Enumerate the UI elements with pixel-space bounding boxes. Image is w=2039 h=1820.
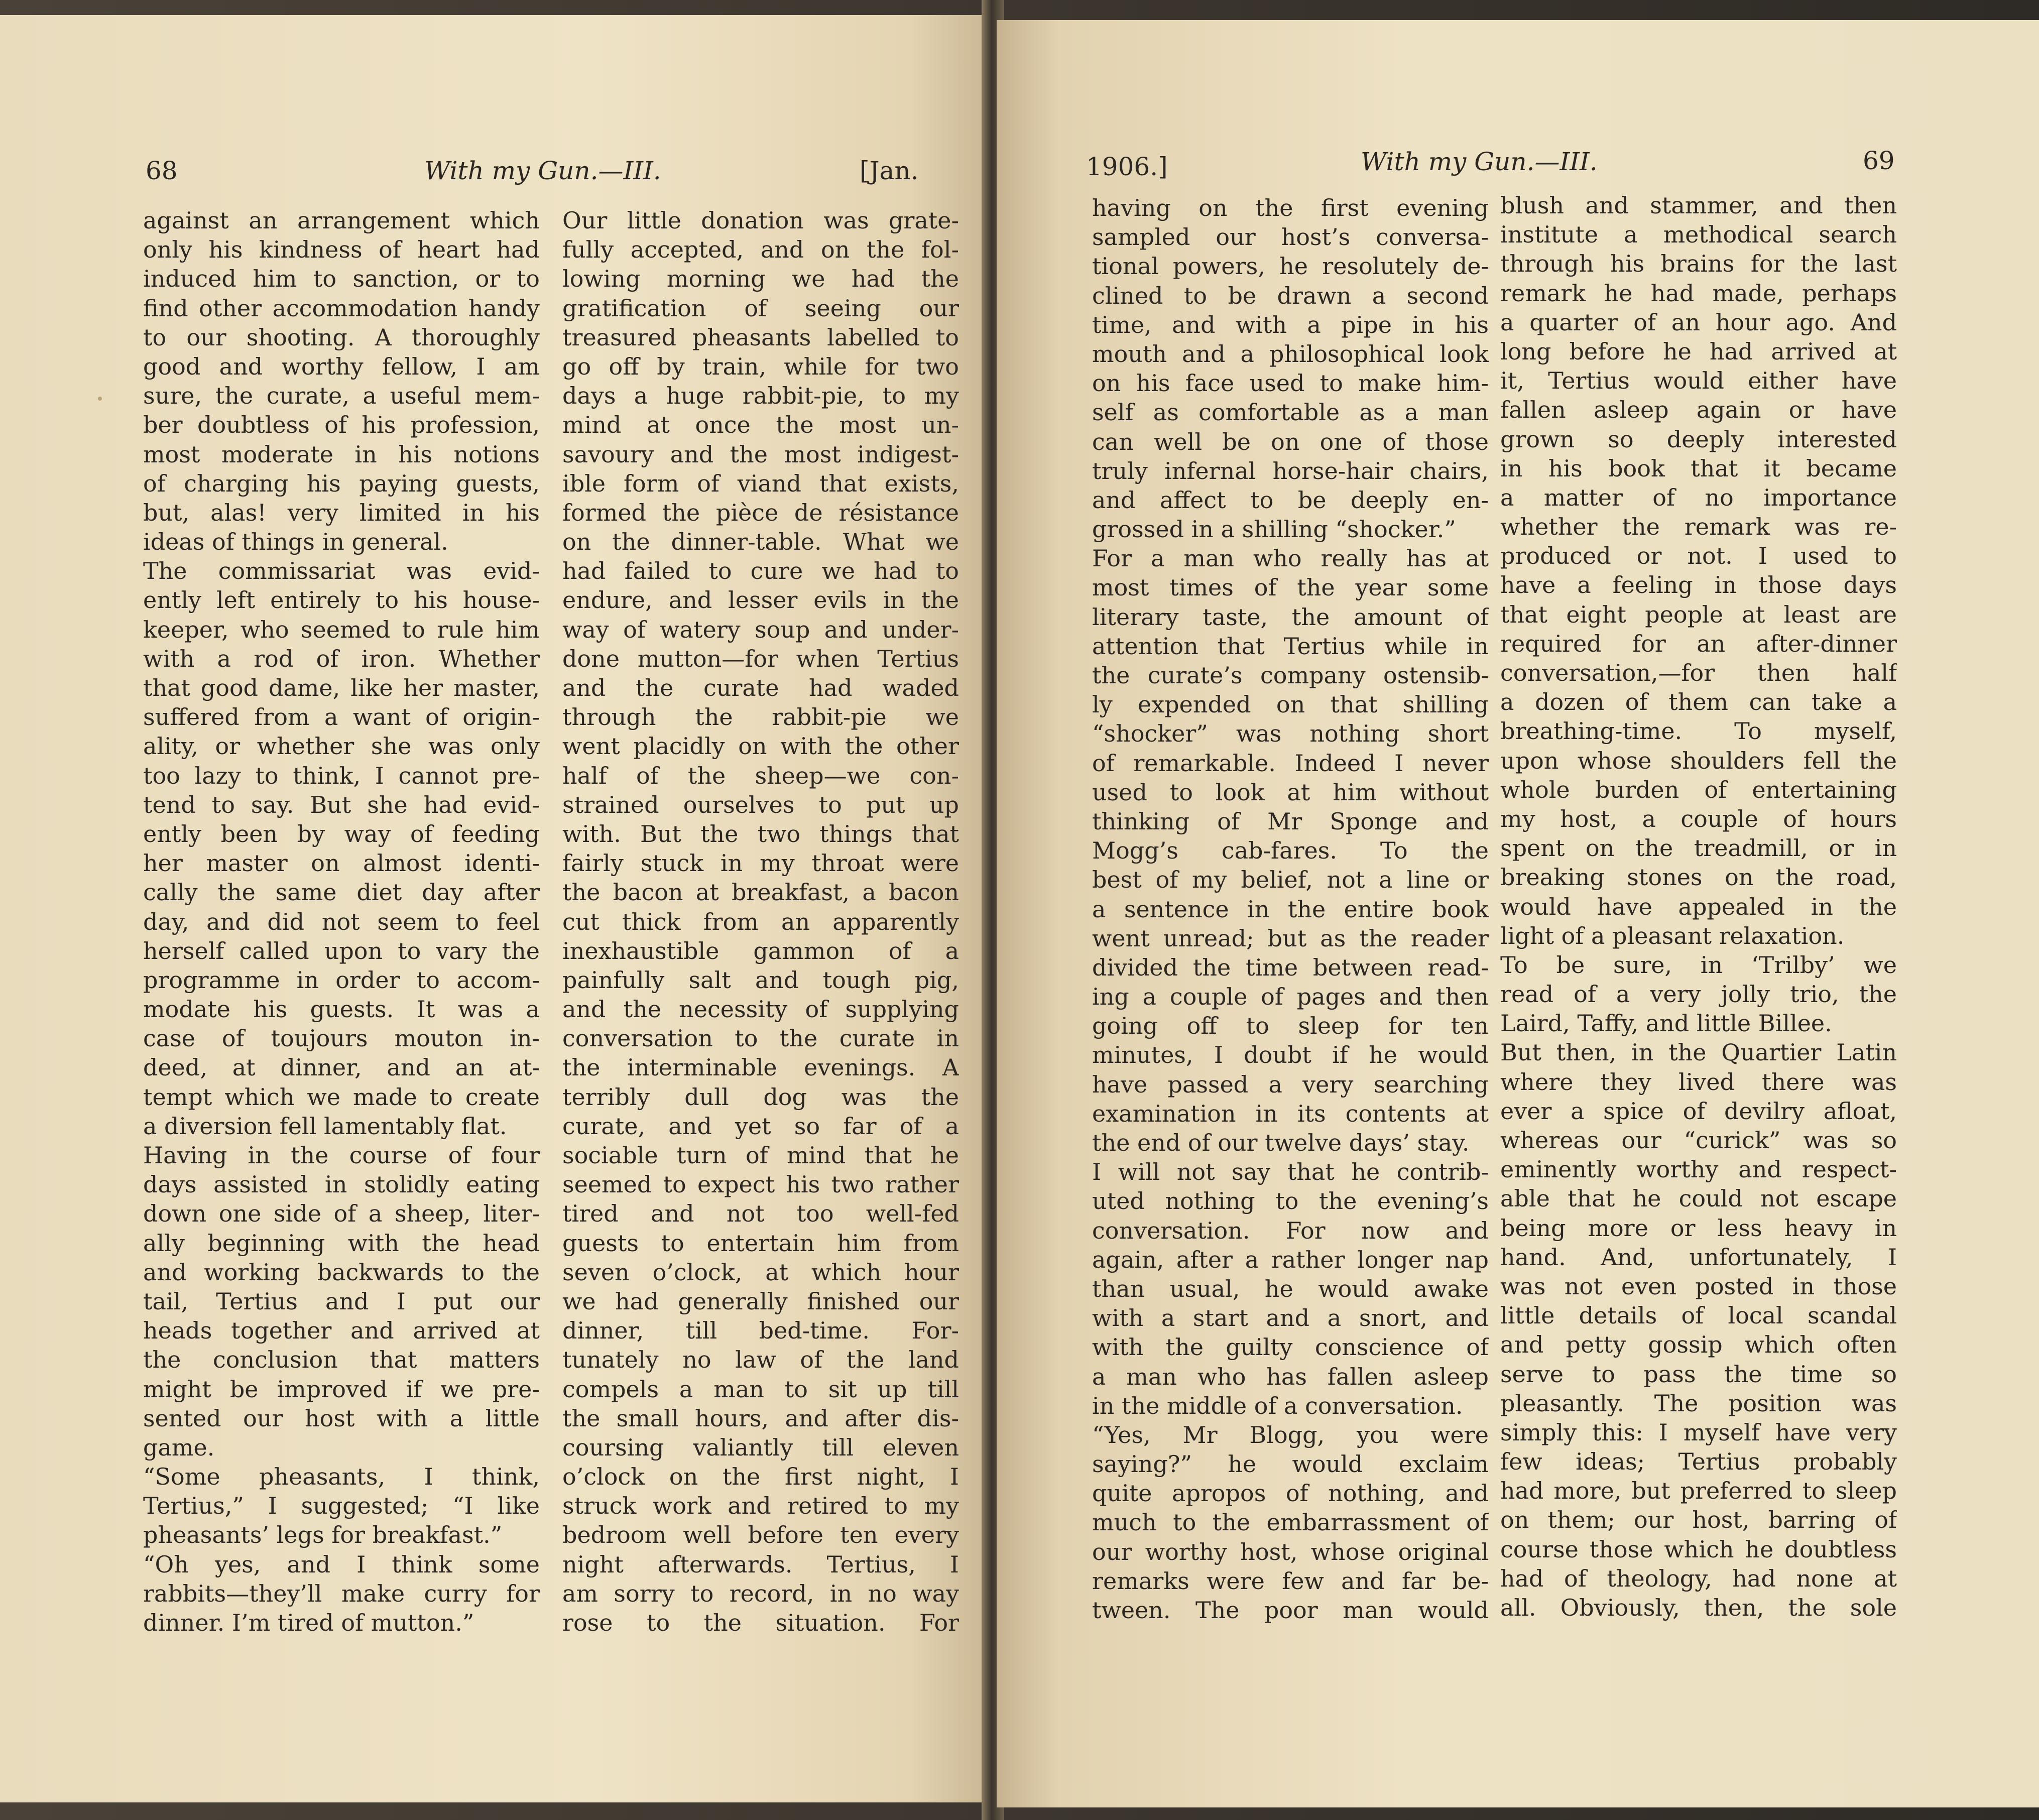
text-line: sampled our host’s conversa- [1092,223,1489,251]
text-line: a matter of no importance [1500,483,1897,511]
text-line: “Oh yes, and I think some [143,1550,540,1578]
text-line: in his book that it became [1500,454,1897,482]
text-line: done mutton—for when Tertius [562,645,959,672]
text-line: a man who has fallen asleep [1092,1363,1489,1390]
text-line: tend to say. But she had evid- [143,791,540,818]
text-line: game. [143,1433,215,1461]
text-line: eminently worthy and respect- [1500,1156,1897,1183]
text-line: read of a very jolly trio, the [1500,981,1897,1008]
text-line: literary taste, the amount of [1092,603,1489,631]
text-line: rabbits—they’ll make curry for [143,1580,540,1607]
text-line: again, after a rather longer nap [1092,1246,1489,1273]
text-line: ever a spice of devilry afloat, [1500,1097,1897,1125]
text-line: was not even posted in those [1500,1272,1897,1300]
text-line: that good dame, like her master, [143,674,540,701]
text-line: used to look at him without [1092,778,1489,806]
text-line: can well be on one of those [1092,428,1489,455]
text-line: blush and stammer, and then [1500,192,1897,219]
text-line: Laird, Taffy, and little Billee. [1500,1010,1832,1037]
text-line: days assisted in stolidly eating [143,1171,540,1198]
text-line: modate his guests. It was a [143,996,540,1023]
text-line: curate, and yet so far of a [562,1112,959,1140]
text-line: went placidly on with the other [562,733,959,760]
text-line: little details of local scandal [1500,1302,1897,1329]
text-line: and petty gossip which often [1500,1331,1897,1359]
text-line: For a man who really has at [1092,545,1489,572]
text-line: simply this: I myself have very [1500,1418,1897,1446]
running-title-text-right: With my Gun.—III. [1361,147,1598,176]
page-number-left: 68 [146,156,178,185]
text-line: have passed a very searching [1092,1070,1489,1098]
text-line: night afterwards. Tertius, I [562,1550,959,1578]
text-line: required for an after-dinner [1500,630,1897,657]
text-line: self as comfortable as a man [1092,399,1489,426]
text-line: fully accepted, and on the fol- [562,236,959,264]
text-line: serve to pass the time so [1500,1360,1897,1388]
text-line: suffered from a want of origin- [143,703,540,731]
text-line: formed the pièce de résistance [562,499,959,526]
text-line: o’clock on the first night, I [562,1463,959,1491]
text-line: To be sure, in ‘Trilby’ we [1500,951,1897,979]
text-line: savoury and the most indigest- [562,440,959,468]
text-line: with the guilty conscience of [1092,1333,1489,1361]
text-line: Our little donation was grate- [562,207,959,234]
text-line: much to the embarrassment of [1092,1509,1489,1536]
text-line: breathing-time. To myself, [1500,717,1897,745]
text-line: course those which he doubtless [1500,1535,1897,1563]
text-line: ly expended on that shilling [1092,691,1489,718]
text-line: produced or not. I used to [1500,542,1897,570]
text-line: the interminable evenings. A [562,1054,959,1081]
text-line: divided the time between read- [1092,953,1489,981]
text-line: clined to be drawn a second [1092,282,1489,309]
text-line: mind at once the most un- [562,411,959,439]
text-line: through his brains for the last [1500,250,1897,278]
text-line: gratification of seeing our [562,294,959,322]
text-line: induced him to sanction, or to [143,265,540,293]
text-line: sented our host with a little [143,1404,540,1432]
text-line: whether the remark was re- [1500,513,1897,541]
text-line: struck work and retired to my [562,1492,959,1520]
text-line: deed, at dinner, and an at- [143,1054,540,1081]
text-line: grown so deeply interested [1500,425,1897,453]
date-mark-right: 1906.] [1086,152,1168,181]
text-line: tional powers, he resolutely de- [1092,253,1489,280]
text-line: conversation,—for then half [1500,659,1897,686]
right-page [997,20,2039,1807]
text-line: a quarter of an hour ago. And [1500,308,1897,336]
text-line: ently been by way of feeding [143,820,540,847]
text-line: tunately no law of the land [562,1346,959,1374]
text-line: only his kindness of heart had [143,236,540,264]
text-line: but, alas! very limited in his [143,499,540,526]
text-line: programme in order to accom- [143,966,540,994]
text-line: with a rod of iron. Whether [143,645,540,672]
text-line: cally the same diet day after [143,879,540,906]
text-line: with. But the two things that [562,820,959,847]
text-line: painfully salt and tough pig, [562,966,959,994]
text-line: way of watery soup and under- [562,616,959,643]
text-line: cut thick from an apparently [562,908,959,935]
text-line: herself called upon to vary the [143,937,540,964]
text-line: we had generally finished our [562,1287,959,1315]
text-line: remark he had made, perhaps [1500,279,1897,307]
text-line: long before he had arrived at [1500,337,1897,365]
text-line: on his face used to make him- [1092,370,1489,397]
text-line: ently left entirely to his house- [143,586,540,614]
text-line: hand. And, unfortunately, I [1500,1243,1897,1271]
text-line: thinking of Mr Sponge and [1092,807,1489,835]
text-line: pheasants’ legs for breakfast.” [143,1521,503,1549]
text-line: conversation. For now and [1092,1217,1489,1244]
text-line: few ideas; Tertius probably [1500,1448,1897,1476]
text-column-right-1 [1092,193,1489,1625]
text-line: “Yes, Mr Blogg, you were [1092,1421,1489,1448]
text-line: days a huge rabbit-pie, to my [562,382,959,410]
text-line: rose to the situation. For [562,1609,959,1636]
text-line: attention that Tertius while in [1092,632,1489,660]
text-line: dinner, till bed-time. For- [562,1317,959,1345]
text-line: coursing valiantly till eleven [562,1433,959,1461]
text-line: that eight people at least are [1500,600,1897,628]
text-line: of remarkable. Indeed I never [1092,749,1489,777]
text-line: tail, Tertius and I put our [143,1287,540,1315]
text-line: her master on almost identi- [143,850,540,877]
text-line: having on the first evening [1092,194,1489,221]
text-line: guests to entertain him from [562,1229,959,1257]
text-line: endure, and lesser evils in the [562,586,959,614]
text-line: had failed to cure we had to [562,557,959,585]
text-line: strained ourselves to put up [562,791,959,818]
text-line: half of the sheep—we con- [562,762,959,789]
text-line: and working backwards to the [143,1258,540,1286]
text-line: find other accommodation handy [143,294,540,322]
text-line: sure, the curate, a useful mem- [143,382,540,410]
text-line: being more or less heavy in [1500,1214,1897,1242]
text-line: the conclusion that matters [143,1346,540,1374]
text-line: bedroom well before ten every [562,1521,959,1549]
text-line: terribly dull dog was the [562,1083,959,1111]
text-line: go off by train, while for two [562,352,959,380]
paper-fleck [98,397,102,401]
text-line: whole burden of entertaining [1500,776,1897,803]
text-line: seven o’clock, at which hour [562,1258,959,1286]
text-line: compels a man to sit up till [562,1375,959,1403]
left-page [0,15,989,1802]
text-line: fairly stuck in my throat were [562,850,959,877]
text-line: time, and with a pipe in his [1092,311,1489,338]
text-line: minutes, I doubt if he would [1092,1041,1489,1069]
text-line: ideas of things in general. [143,528,448,556]
text-line: the curate’s company ostensib- [1092,662,1489,689]
text-line: against an arrangement which [143,207,540,234]
text-line: tired and not too well-fed [562,1200,959,1228]
text-line: than usual, he would awake [1092,1275,1489,1302]
text-line: heads together and arrived at [143,1317,540,1345]
text-line: The commissariat was evid- [143,557,540,585]
text-line: it, Tertius would either have [1500,367,1897,395]
text-column-right-2 [1500,191,1897,1622]
text-line: my host, a couple of hours [1500,805,1897,832]
text-line: quite apropos of nothing, and [1092,1480,1489,1507]
text-line: a sentence in the entire book [1092,895,1489,923]
running-title-right [1361,147,1598,177]
text-line: “Some pheasants, I think, [143,1463,540,1491]
text-line: on them; our host, barring of [1500,1506,1897,1534]
text-line: went unread; but as the reader [1092,924,1489,952]
text-line: and the curate had waded [562,674,959,701]
text-line: best of my belief, not a line or [1092,866,1489,894]
text-column-left-2 [562,206,959,1637]
text-line: sociable turn of mind that he [562,1142,959,1169]
text-line: tempt which we made to create [143,1083,540,1111]
text-line: Tertius,” I suggested; “I like [143,1492,540,1520]
running-title-left [424,156,661,186]
text-line: Mogg’s cab-fares. To the [1092,837,1489,865]
text-line: had of theology, had none at [1500,1564,1897,1592]
text-line: had more, but preferred to sleep [1500,1477,1897,1505]
text-line: But then, in the Quartier Latin [1500,1039,1897,1066]
text-line: day, and did not seem to feel [143,908,540,935]
text-line: the bacon at breakfast, a bacon [562,879,959,906]
text-line: have a feeling in those days [1500,571,1897,599]
text-line: ally beginning with the head [143,1229,540,1257]
text-line: fallen asleep again or have [1500,396,1897,424]
page-number-right: 69 [1863,146,1895,175]
text-line: the end of our twelve days’ stay. [1092,1129,1470,1156]
text-line: going off to sleep for ten [1092,1012,1489,1040]
text-line: most moderate in his notions [143,440,540,468]
text-line: truly infernal horse-hair chairs, [1092,457,1489,484]
text-line: remarks were few and far be- [1092,1567,1489,1595]
text-line: able that he could not escape [1500,1185,1897,1212]
text-line: ing a couple of pages and then [1092,983,1489,1011]
text-line: tween. The poor man would [1092,1597,1489,1624]
text-line: where they lived there was [1500,1068,1897,1096]
text-column-left-1 [143,206,540,1637]
text-line: am sorry to record, in no way [562,1580,959,1607]
text-line: ible form of viand that exists, [562,469,959,497]
text-line: all. Obviously, then, the sole [1500,1594,1897,1621]
text-line: of charging his paying guests, [143,469,540,497]
text-line: grossed in a shilling “shocker.” [1092,516,1456,543]
text-line: I will not say that he contrib- [1092,1158,1489,1186]
text-line: through the rabbit-pie we [562,703,959,731]
text-line: upon whose shoulders fell the [1500,747,1897,774]
text-line: too lazy to think, I cannot pre- [143,762,540,789]
text-line: our worthy host, whose original [1092,1538,1489,1565]
text-line: pleasantly. The position was [1500,1389,1897,1417]
text-line: light of a pleasant relaxation. [1500,922,1845,949]
text-line: lowing morning we had the [562,265,959,293]
text-line: in the middle of a conversation. [1092,1392,1463,1419]
text-line: and affect to be deeply en- [1092,486,1489,514]
text-line: institute a methodical search [1500,221,1897,249]
text-line: case of toujours mouton in- [143,1025,540,1052]
text-line: might be improved if we pre- [143,1375,540,1403]
text-line: saying?” he would exclaim [1092,1450,1489,1478]
text-line: examination in its contents at [1092,1100,1489,1127]
text-line: on the dinner-table. What we [562,528,959,556]
text-line: a diversion fell lamentably flat. [143,1112,507,1140]
text-line: good and worthy fellow, I am [143,352,540,380]
text-line: seemed to expect his two rather [562,1171,959,1198]
text-line: to our shooting. A thoroughly [143,323,540,351]
text-line: ality, or whether she was only [143,733,540,760]
running-title-text: With my Gun.—III. [424,156,661,185]
text-line: keeper, who seemed to rule him [143,616,540,643]
text-line: would have appealed in the [1500,893,1897,920]
text-line: inexhaustible gammon of a [562,937,959,964]
text-line: whereas our “curick” was so [1500,1127,1897,1154]
text-line: and the necessity of supplying [562,996,959,1023]
date-mark-left: [Jan. [860,156,919,185]
text-line: breaking stones on the road, [1500,864,1897,891]
text-line: dinner. I’m tired of mutton.” [143,1609,474,1636]
text-line: conversation to the curate in [562,1025,959,1052]
text-line: a dozen of them can take a [1500,688,1897,716]
text-line: with a start and a snort, and [1092,1304,1489,1332]
text-line: spent on the treadmill, or in [1500,834,1897,862]
text-line: ber doubtless of his profession, [143,411,540,439]
text-line: mouth and a philosophical look [1092,340,1489,368]
text-line: most times of the year some [1092,574,1489,601]
text-line: Having in the course of four [143,1142,540,1169]
text-line: treasured pheasants labelled to [562,323,959,351]
text-line: the small hours, and after dis- [562,1404,959,1432]
text-line: down one side of a sheep, liter- [143,1200,540,1228]
text-line: uted nothing to the evening’s [1092,1187,1489,1215]
text-line: “shocker” was nothing short [1092,720,1489,748]
